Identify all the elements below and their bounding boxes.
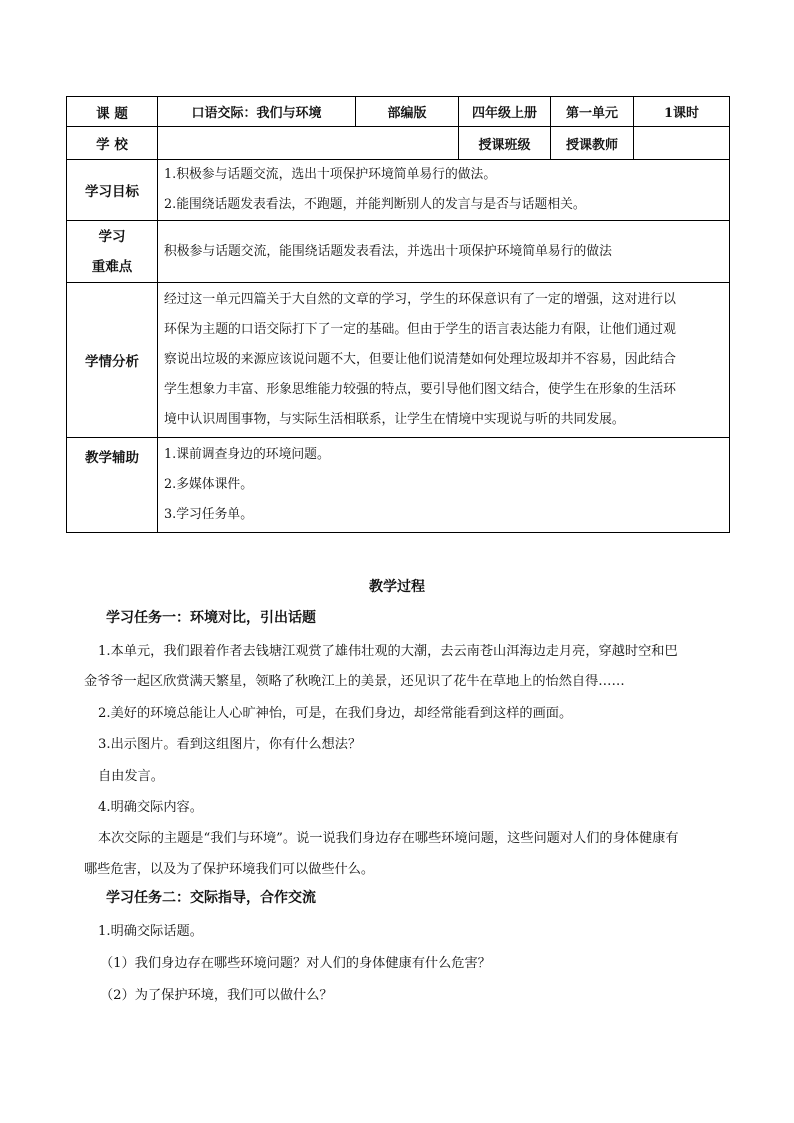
paragraph: 3.出示图片。看到这组图片，你有什么想法？ xyxy=(98,737,362,752)
aid-line: 3.学习任务单。 xyxy=(164,507,253,522)
paragraph: 自由发言。 xyxy=(98,769,164,784)
teacher-label: 授课教师 xyxy=(551,127,634,160)
paragraph: 哪些危害，以及为了保护环境我们可以做些什么。 xyxy=(84,862,375,877)
analysis-line: 环保为主题的口语交际打下了一定的基础。但由于学生的语言表达能力有限，让他们通过观 xyxy=(164,322,676,337)
topic-label: 课 题 xyxy=(67,97,158,127)
school-value xyxy=(158,127,459,160)
row-topic xyxy=(67,97,730,127)
question: （1）我们身边存在哪些环境问题？对人们的身体健康有什么危害？ xyxy=(100,956,491,971)
grade-cell: 四年级上册 xyxy=(459,97,551,127)
row-aids xyxy=(67,438,730,533)
paragraph: 1.本单元，我们跟着作者去钱塘江观赏了雄伟壮观的大潮，去云南苍山洱海边走月亮，穿越时空和巴 xyxy=(98,644,678,659)
key-points-text: 积极参与话题交流，能围绕话题发表看法，并选出十项保护环境简单易行的做法 xyxy=(164,243,612,259)
analysis-label: 学情分析 xyxy=(67,283,158,438)
goals-label: 学习目标 xyxy=(67,160,158,221)
question: （2）为了保护环境，我们可以做什么？ xyxy=(100,988,333,1003)
lesson-info-table xyxy=(66,96,730,533)
lesson-title: 口语交际：我们与环境 xyxy=(158,97,356,127)
school-label: 学 校 xyxy=(67,127,158,160)
analysis-line: 学生想象力丰富、形象思维能力较强的特点，要引导他们图文结合，使学生在形象的生活环 xyxy=(164,382,676,397)
row-school xyxy=(67,127,730,160)
analysis-content xyxy=(158,283,730,438)
analysis-line: 察说出垃圾的来源应该说问题不大，但要让他们说清楚如何处理垃圾却并不容易，因此结合 xyxy=(164,352,676,367)
row-goals xyxy=(67,160,730,221)
paragraph: 4.明确交际内容。 xyxy=(98,800,203,815)
goals-content xyxy=(158,160,730,221)
hours-cell: 1课时 xyxy=(634,97,730,127)
task1-heading: 学习任务一：环境对比，引出话题 xyxy=(106,610,316,626)
goal-line: 1.积极参与话题交流，选出十项保护环境简单易行的做法。 xyxy=(164,167,497,182)
aid-line: 1.课前调查身边的环境问题。 xyxy=(164,447,330,462)
row-analysis xyxy=(67,283,730,438)
unit-cell: 第一单元 xyxy=(551,97,634,127)
process-title: 教学过程 xyxy=(369,579,425,595)
analysis-line: 境中认识周围事物，与实际生活相联系，让学生在情境中实现说与听的共同发展。 xyxy=(164,412,625,427)
paragraph: 1.明确交际话题。 xyxy=(98,924,203,939)
paragraph: 金爷爷一起区欣赏满天繁星，领略了秋晚江上的美景，还见识了花牛在草地上的怡然自得…… xyxy=(84,674,625,689)
class-label: 授课班级 xyxy=(459,127,551,160)
goal-line: 2.能围绕话题发表看法，不跑题，并能判断别人的发言与是否与话题相关。 xyxy=(164,197,586,212)
aids-label: 教学辅助 xyxy=(67,438,158,533)
paragraph: 2.美好的环境总能让人心旷神怡，可是，在我们身边，却经常能看到这样的画面。 xyxy=(98,706,573,721)
key-points-content xyxy=(158,221,730,283)
paragraph: 本次交际的主题是“我们与环境”。说一说我们身边存在哪些环境问题，这些问题对人们的身体健康有 xyxy=(98,831,679,846)
analysis-line: 经过这一单元四篇关于大自然的文章的学习，学生的环保意识有了一定的增强，这对进行以 xyxy=(164,292,676,307)
aids-content xyxy=(158,438,730,533)
row-key-points xyxy=(67,221,730,283)
edition-cell: 部编版 xyxy=(356,97,459,127)
key-points-label-line2: 重难点 xyxy=(91,258,133,275)
task2-heading: 学习任务二：交际指导，合作交流 xyxy=(106,890,316,906)
key-points-label xyxy=(67,221,158,283)
key-points-label-line1: 学习 xyxy=(98,228,126,245)
teacher-value xyxy=(634,127,730,160)
aid-line: 2.多媒体课件。 xyxy=(164,477,253,492)
